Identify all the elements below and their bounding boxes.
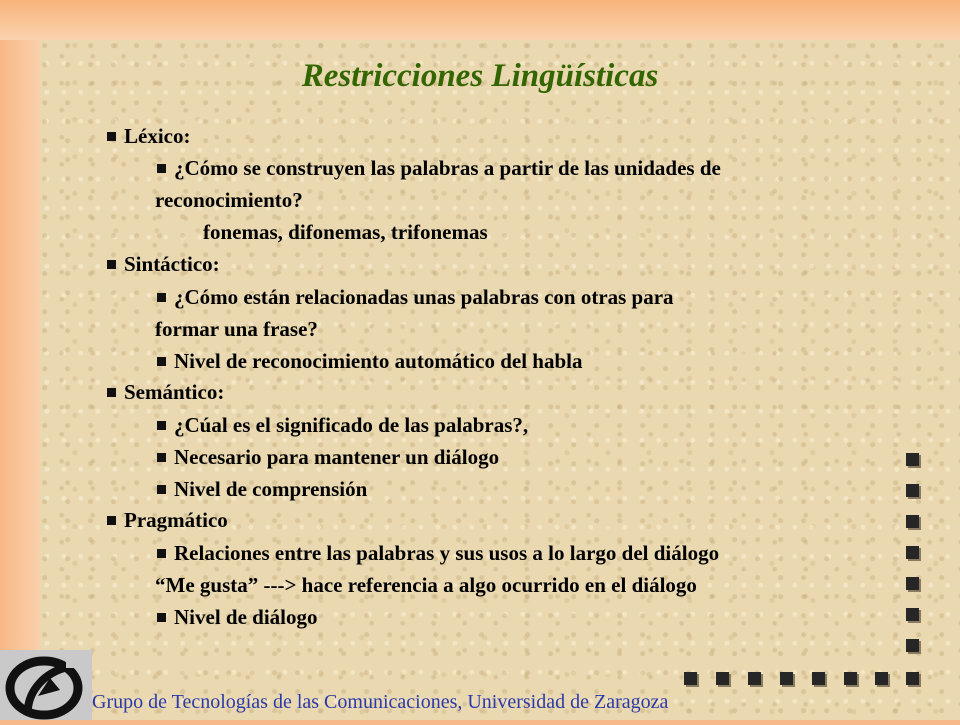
list-subitem [157, 541, 719, 565]
slide-title: Restricciones Lingüísticas [301, 58, 659, 94]
left-orange-band [0, 40, 40, 720]
square-bullet-icon [157, 164, 166, 173]
list-subitem-quote: “Me gusta” ---> hace referencia a algo ocurrido en el diálogo [155, 573, 697, 597]
list-subitem-label: Nivel de diálogo [174, 605, 318, 629]
list-item-sintactico [107, 252, 220, 276]
square-bullet-icon [107, 516, 116, 525]
decorative-square-icon [906, 577, 919, 590]
list-subitem-label: ¿Cómo se construyen las palabras a partir de las unidades de [174, 156, 721, 180]
decorative-square-icon [906, 639, 919, 652]
square-bullet-icon [157, 485, 166, 494]
decorative-square-icon [906, 672, 919, 685]
decorative-square-icon [875, 672, 888, 685]
square-bullet-icon [107, 132, 116, 141]
list-subitem-label: Necesario para mantener un diálogo [174, 445, 500, 469]
top-orange-band [0, 0, 960, 40]
decorative-square-icon [906, 608, 919, 621]
list-subitem [157, 605, 318, 629]
decorative-square-icon [780, 672, 793, 685]
decorative-square-icon [684, 672, 697, 685]
list-subitem-label: ¿Cúal es el significado de las palabras?, [174, 413, 529, 437]
square-bullet-icon [107, 388, 116, 397]
list-subitem [157, 156, 721, 180]
list-subitem-example: fonemas, difonemas, trifonemas [203, 220, 488, 244]
square-bullet-icon [157, 357, 166, 366]
decorative-square-icon [844, 672, 857, 685]
list-subitem-label: Nivel de reconocimiento automático del habla [174, 349, 583, 373]
list-item-semantico [107, 380, 224, 404]
list-subitem-continuation: reconocimiento? [155, 188, 303, 212]
list-subitem [157, 477, 367, 501]
list-subitem-continuation: formar una frase? [155, 317, 318, 341]
decorative-square-icon [906, 546, 919, 559]
decorative-square-icon [906, 484, 919, 497]
list-subitem [157, 413, 528, 437]
list-item-lexico [107, 124, 190, 148]
footer-text: Grupo de Tecnologías de las Comunicaciones, Universidad de Zaragoza [92, 691, 669, 713]
list-subitem-label: ¿Cómo están relacionadas unas palabras con otras para [174, 285, 674, 309]
list-subitem [157, 349, 583, 373]
list-item-label: Pragmático [124, 508, 228, 532]
list-item-label: Sintáctico: [124, 252, 220, 276]
gtc-logo-graphic [0, 650, 92, 720]
list-item-label: Semántico: [124, 380, 225, 404]
gtc-logo-icon [0, 650, 92, 720]
list-subitem [157, 445, 499, 469]
list-item-label: Léxico: [124, 124, 191, 148]
square-bullet-icon [157, 293, 166, 302]
square-bullet-icon [157, 613, 166, 622]
list-subitem [157, 285, 674, 309]
square-bullet-icon [157, 453, 166, 462]
decorative-square-icon [812, 672, 825, 685]
list-subitem-label: Relaciones entre las palabras y sus usos a lo largo del diálogo [174, 541, 720, 565]
decorative-square-icon [716, 672, 729, 685]
square-bullet-icon [107, 260, 116, 269]
square-bullet-icon [157, 421, 166, 430]
list-subitem-label: Nivel de comprensión [174, 477, 368, 501]
decorative-square-icon [748, 672, 761, 685]
list-item-pragmatico [107, 508, 228, 532]
square-bullet-icon [157, 549, 166, 558]
decorative-square-icon [906, 453, 919, 466]
decorative-square-icon [906, 515, 919, 528]
